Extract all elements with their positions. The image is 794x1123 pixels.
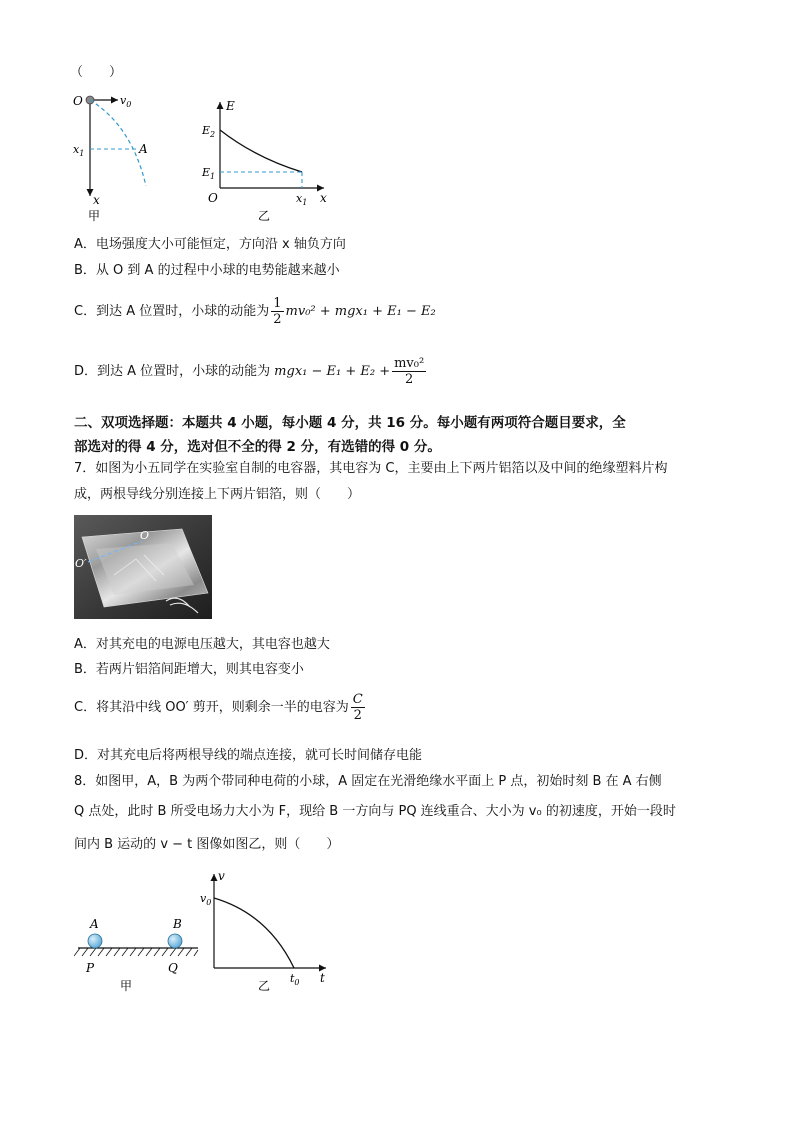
half-fraction [271,296,283,327]
x-axis-label: x [320,191,327,205]
x1-label: $x_1$ [296,192,308,207]
label-q: Q [168,961,178,975]
q8-stem-line3: 间内 B 运动的 v − t 图像如图乙，则（ ） [74,837,340,852]
e2-label: $E_2$ [202,124,216,139]
answer-bracket: （ ） [70,65,123,80]
v0-label: $v_0$ [200,892,212,907]
caption-yi: 乙 [258,209,271,223]
q7-option-c [74,692,367,723]
q7-stem-line1: 7．如图为小五同学在实验室自制的电容器，其电容为 C，主要由上下两片铝箔以及中间的绝缘塑料片构 [74,461,668,476]
label-o: O [140,529,150,542]
q6-figure-yi [196,96,341,226]
ball-a [88,934,102,948]
caption-yi: 乙 [258,979,271,993]
half-capacitance-fraction [351,692,365,723]
caption-jia: 甲 [88,209,101,223]
q7-option-b: B．若两片铝箔间距增大，则其电容变小 [74,662,304,677]
v0-label: $v_0$ [120,94,132,109]
fraction-denominator: 2 [405,372,414,387]
e-axis-label: E [226,99,235,113]
surface-hatching [74,948,198,956]
ball-b [168,934,182,948]
t-axis-label: t [320,971,325,985]
section-heading-line2: 部选对的得 4 分，选对但不全的得 2 分，有选错的得 0 分。 [74,439,441,455]
x1-label: $x_1$ [73,143,85,158]
origin-label: O [73,94,83,108]
x-label: x [93,193,100,207]
q7-option-d: D．对其充电后将两根导线的端点连接，就可长时间储存电能 [74,748,423,763]
q6-option-c-expr: mv₀² + mgx₁ + E₁ − E₂ [285,303,436,319]
trajectory-curve [90,100,146,186]
q6-option-a: A．电场强度大小可能恒定，方向沿 x 轴负方向 [74,237,346,252]
q7-option-a: A．对其充电的电源电压越大，其电容也越大 [74,637,330,652]
fraction-denominator: 2 [353,708,362,723]
v-axis-label: v [218,869,225,883]
q6-option-b: B．从 O 到 A 的过程中小球的电势能越来越小 [74,263,340,278]
e1-label: $E_1$ [202,166,216,181]
label-p: P [86,961,95,975]
q6-option-c [74,296,436,327]
fraction-denominator: 2 [273,312,282,327]
caption-jia: 甲 [120,979,133,993]
velocity-curve [214,898,294,968]
point-a-label: A [139,142,148,156]
capacitor-photo [74,515,212,619]
q8-stem-line1: 8．如图甲，A，B 为两个带同种电荷的小球，A 固定在光滑绝缘水平面上 P 点，初始时刻 B 在 A 右侧 [74,774,662,789]
q8-figure-jia [74,912,204,996]
label-a: A [90,917,99,931]
fraction-numerator: C [352,692,363,707]
q6-option-d [74,356,428,387]
section-heading-line1: 二、双项选择题：本题共 4 小题，每小题 4 分，共 16 分。每小题有两项符合题目要求，全 [74,415,626,431]
q6-option-d-text: D．到达 A 位置时，小球的动能为 [74,363,271,379]
q7-option-c-text: C．将其沿中线 OO′ 剪开，则剩余一半的电容为 [74,699,349,715]
q6-figure-jia [66,86,166,226]
fraction-numerator: 1 [273,296,282,311]
fraction-numerator: mv₀² [394,356,425,371]
energy-curve [220,130,302,172]
q7-stem-line2: 成，两根导线分别连接上下两片铝箔，则（ ） [74,487,361,502]
kinetic-fraction [392,356,426,387]
q8-stem-line2: Q 点处，此时 B 所受电场力大小为 F，现给 B 一方向与 PQ 连线重合、大小为 v₀ 的初速度，开始一段时 [74,804,676,819]
q8-figure-yi [196,868,336,994]
origin-label: O [208,191,218,205]
label-b: B [173,917,182,931]
q6-option-c-text: C．到达 A 位置时，小球的动能为 [74,303,270,319]
label-o-prime: O′ [75,557,87,570]
q6-option-d-expr: mgx₁ − E₁ + E₂ + [274,363,391,379]
t0-label: $t_0$ [290,972,300,987]
